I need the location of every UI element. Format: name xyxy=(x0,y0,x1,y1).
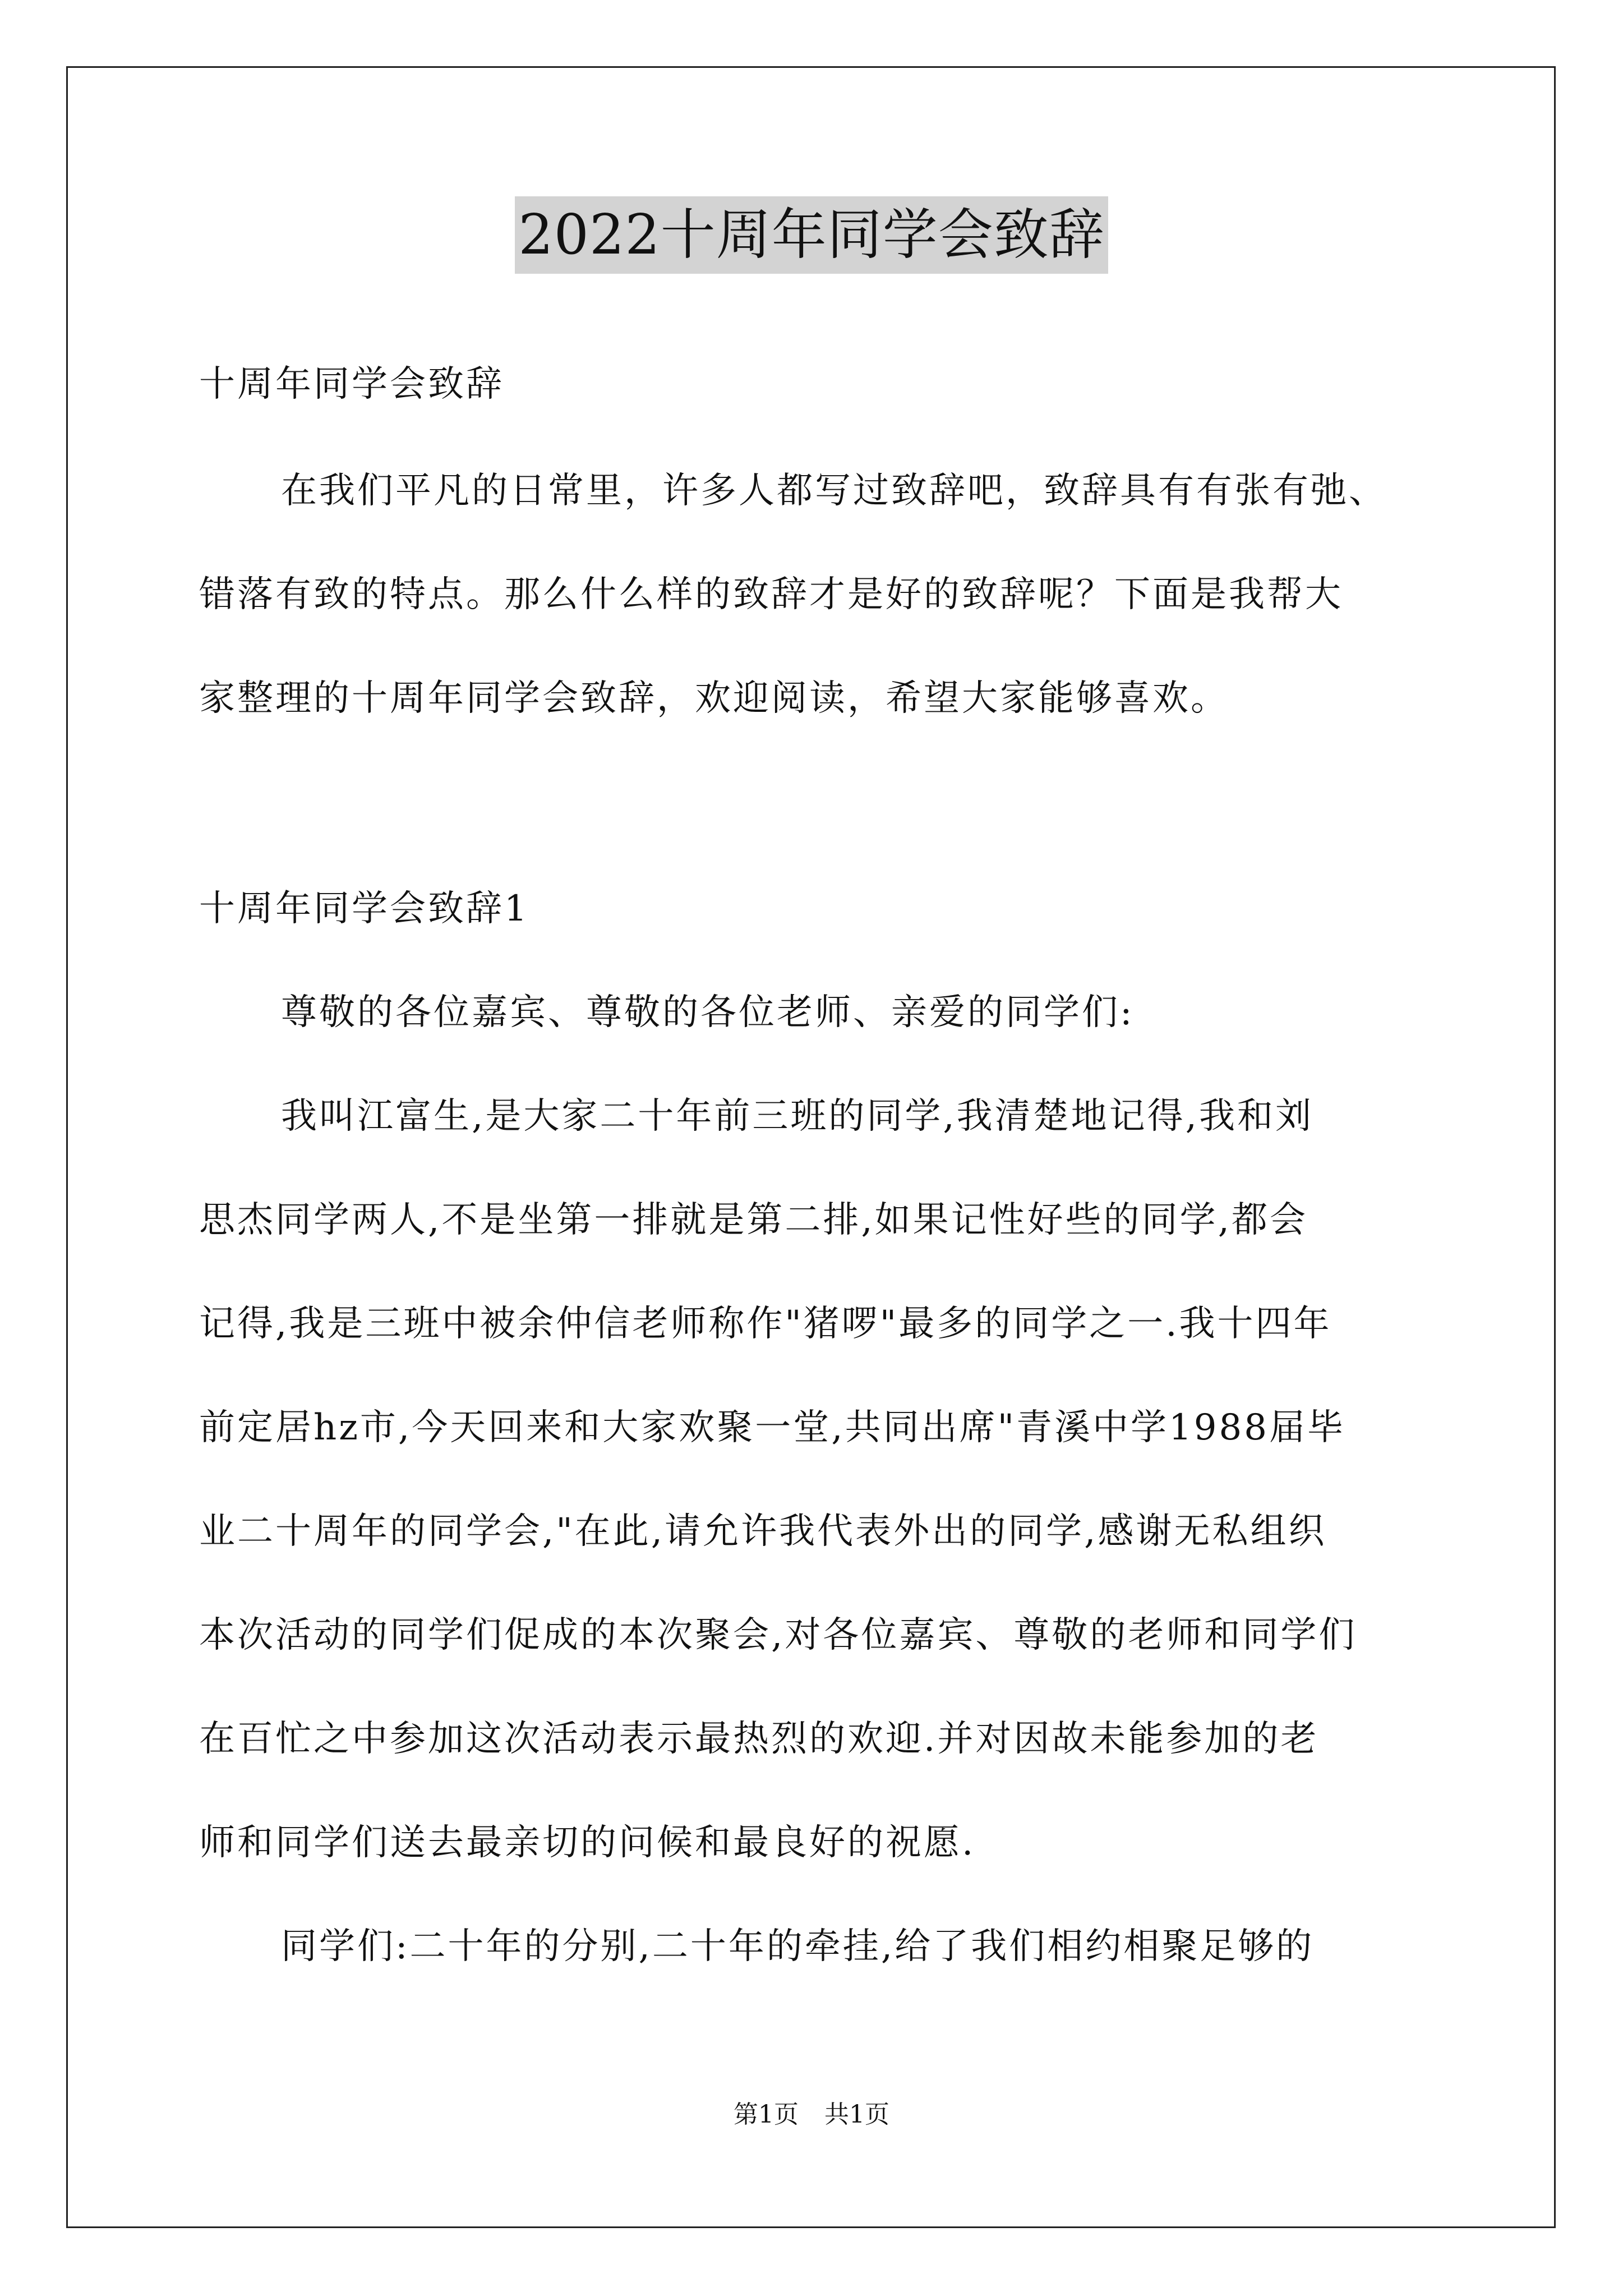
page-number-current: 第1页 xyxy=(734,2100,799,2129)
paragraph-line: 在百忙之中参加这次活动表示最热烈的欢迎.并对因故未能参加的老 xyxy=(199,1718,1319,1760)
salutation: 尊敬的各位嘉宾、尊敬的各位老师、亲爱的同学们: xyxy=(281,992,1135,1033)
paragraph-line: 前定居hz市,今天回来和大家欢聚一堂,共同出席"青溪中学1988届毕 xyxy=(199,1407,1345,1448)
paragraph-line: 本次活动的同学们促成的本次聚会,对各位嘉宾、尊敬的老师和同学们 xyxy=(199,1614,1357,1656)
paragraph-line: 业二十周年的同学会,"在此,请允许我代表外出的同学,感谢无私组织 xyxy=(199,1511,1327,1552)
page-number-total: 共1页 xyxy=(824,2100,889,2129)
paragraph-line: 同学们:二十年的分别,二十年的牵挂,给了我们相约相聚足够的 xyxy=(281,1926,1315,1967)
paragraph-line: 师和同学们送去最亲切的问候和最良好的祝愿. xyxy=(199,1822,976,1864)
section-heading: 十周年同学会致辞 xyxy=(199,364,504,405)
paragraph-line: 思杰同学两人,不是坐第一排就是第二排,如果记性好些的同学,都会 xyxy=(199,1199,1308,1241)
intro-line: 错落有致的特点。那么什么样的致辞才是好的致辞呢？下面是我帮大 xyxy=(199,574,1343,615)
intro-line: 家整理的十周年同学会致辞，欢迎阅读，希望大家能够喜欢。 xyxy=(199,678,1229,719)
paragraph-line: 我叫江富生,是大家二十年前三班的同学,我清楚地记得,我和刘 xyxy=(281,1096,1314,1137)
document-title: 2022十周年同学会致辞 xyxy=(515,196,1108,274)
paragraph-line: 记得,我是三班中被余仲信老师称作"猪啰"最多的同学之一.我十四年 xyxy=(199,1303,1332,1345)
title-container xyxy=(0,196,1623,274)
page-footer xyxy=(0,2098,1623,2132)
section-heading: 十周年同学会致辞1 xyxy=(199,888,529,930)
intro-line: 在我们平凡的日常里，许多人都写过致辞吧，致辞具有有张有弛、 xyxy=(281,470,1387,512)
